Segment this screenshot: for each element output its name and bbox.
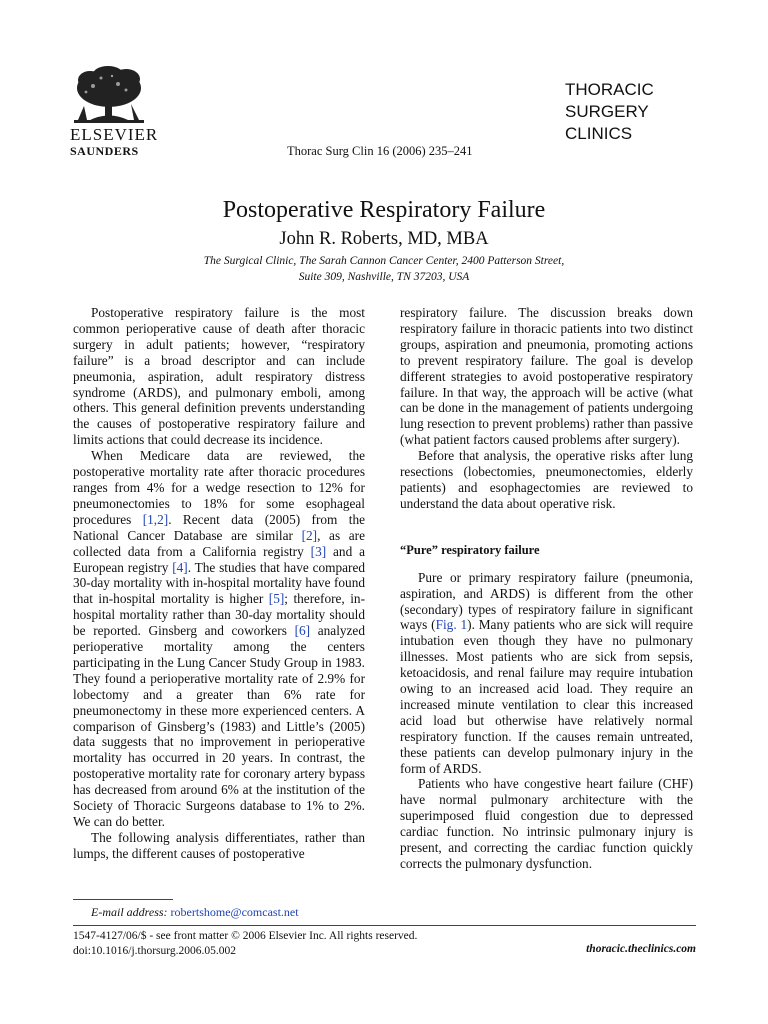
- footer-divider: [73, 925, 696, 926]
- publisher-imprint: SAUNDERS: [70, 144, 139, 158]
- journal-name-line: CLINICS: [565, 124, 633, 143]
- article-author: John R. Roberts, MD, MBA: [279, 229, 489, 249]
- article-title: Postoperative Respiratory Failure: [222, 197, 546, 223]
- reference-link[interactable]: [5]: [268, 591, 285, 607]
- affiliation-line: Suite 309, Nashville, TN 37203, USA: [298, 271, 470, 283]
- paragraph: respiratory failure. The discussion breaks down respiratory failure in thoracic patients into two distinct groups, aspiration and pneumonia, promoting actions to prevent respiratory failure. The goal is develop different strategies to avoid postoperative respiratory failure. In that way, the approach will be active (what can be done in the management of patients undergoing lung resection to prevent problems) rather than passive (what patient factors caused problems after surgery).: [400, 305, 693, 448]
- body-column-right: [400, 305, 693, 872]
- author-affiliation: [0, 253, 768, 285]
- reference-link[interactable]: [1,2]: [142, 511, 169, 527]
- paragraph: When Medicare data are reviewed, the postoperative mortality rate after thoracic procedures ranges from 4% for a wedge resection to 12% for pneumonectomies to 18% for some esophageal procedures [1,2]. Recent data (2005) from the National Cancer Database are similar [2], as are collected data from a California registry [3] and a European registry [4]. The studies that have compared 30-day mortality with in-hospital mortality have found that in-hospital mortality is higher [5]; therefore, in-hospital mortality rather than 30-day mortality should be reported. Ginsberg and coworkers [6] analyzed perioperative mortality among the centers participating in the Lung Cancer Study Group in 1983. They found a perioperative mortality rate of 2.9% for lobectomy and a greater than 6% rate for pneumonectomy in these more experienced centers. A comparison of Ginsberg’s (1983) and Little’s (2005) data suggests that no improvement in perioperative mortality has occurred in 20 years. In contrast, the postoperative mortality rate for coronary artery bypass has decreased from around 6% at the institution of the Society of Thoracic Surgeons database to 1% to 2%. We can do better.: [73, 448, 366, 829]
- reference-link[interactable]: [3]: [310, 543, 327, 559]
- journal-name: [565, 79, 695, 145]
- paragraph: Before that analysis, the operative risks after lung resections (lobectomies, pneumonectomies, elderly patients) and esophagectomies are reviewed to understand the data about operative risk.: [400, 448, 693, 511]
- figure-link[interactable]: Fig. 1: [435, 617, 468, 633]
- journal-citation: Thorac Surg Clin 16 (2006) 235–241: [287, 144, 473, 158]
- paragraph: Postoperative respiratory failure is the most common perioperative cause of death after thoracic surgery in adult patients; however, “respiratory failure” is a broad descriptor and can include pneumonia, aspiration, adult respiratory distress syndrome (ARDS), and pulmonary emboli, among others. This general definition prevents understanding the causes of postoperative respiratory failure and limits actions that could decrease its incidence.: [73, 305, 365, 448]
- reference-link[interactable]: [4]: [172, 559, 188, 575]
- reference-link[interactable]: [2]: [301, 527, 318, 543]
- copyright-notice: 1547-4127/06/$ - see front matter © 2006 Elsevier Inc. All rights reserved.: [73, 930, 418, 942]
- section-heading: “Pure” respiratory failure: [400, 542, 540, 557]
- elsevier-tree-logo: [68, 66, 150, 126]
- reference-link[interactable]: [6]: [294, 623, 311, 639]
- journal-name-line: SURGERY: [565, 102, 649, 121]
- doi: doi:10.1016/j.thorsurg.2006.05.002: [73, 945, 237, 957]
- journal-name-line: THORACIC: [565, 80, 654, 99]
- publisher-name: ELSEVIER: [70, 125, 159, 144]
- body-column-left: [73, 305, 365, 862]
- footnote-divider: [73, 899, 173, 900]
- paragraph: Patients who have congestive heart failure (CHF) have normal pulmonary architecture with the superimposed fluid congestion due to depressed cardiac function. No intrinsic pulmonary injury is present, and correcting the cardiac function quickly corrects the pulmonary dysfunction.: [400, 776, 693, 871]
- paragraph: Pure or primary respiratory failure (pneumonia, aspiration, and ARDS) is different from the other (secondary) types of respiratory failure in significant ways (Fig. 1). Many patients who are sick will require intubation even though they have no pulmonary illnesses. Most patients who are sick from sepsis, ketoacidosis, and renal failure may require intubation owing to an increased acid load. They require an increased minute ventilation to clear this increased acid load but otherwise have relatively normal respiratory function. If the causes remain untreated, these patients can develop pulmonary injury in the form of ARDS.: [400, 569, 693, 776]
- email-link[interactable]: robertshome@comcast.net: [170, 905, 299, 919]
- affiliation-line: The Surgical Clinic, The Sarah Cannon Cancer Center, 2400 Patterson Street,: [203, 255, 565, 267]
- paragraph: The following analysis differentiates, rather than lumps, the different causes of postoperative: [73, 829, 365, 861]
- journal-website: thoracic.theclinics.com: [586, 943, 696, 955]
- copyright-block: [73, 929, 417, 959]
- author-email-footnote: [91, 905, 299, 920]
- email-label: E-mail address:: [91, 905, 168, 919]
